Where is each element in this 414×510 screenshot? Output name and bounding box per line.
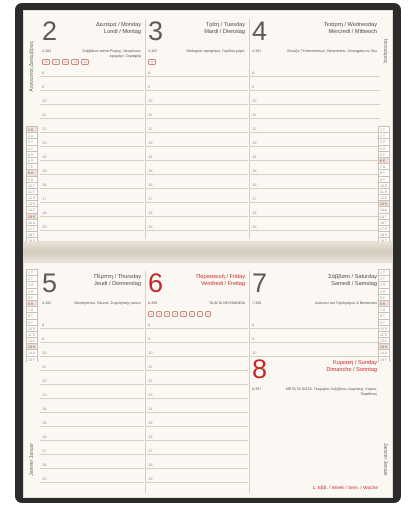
hour-slot[interactable]	[146, 203, 248, 217]
mini-calendar-day: 7 Σ	[26, 163, 38, 169]
hour-label: 15	[148, 168, 153, 173]
hour-label: 18	[42, 210, 47, 215]
hour-label: 8	[42, 70, 45, 75]
mini-calendar-day: 14 Δ	[378, 349, 390, 355]
mini-calendar-day: 9 T	[378, 319, 390, 325]
hour-slot[interactable]	[40, 175, 144, 189]
day-column[interactable]	[146, 269, 248, 483]
hour-slot[interactable]	[40, 455, 144, 469]
mini-calendar-day: 9 Δ	[26, 176, 38, 182]
hour-label: 9	[252, 336, 255, 341]
hour-label: 8	[42, 322, 45, 327]
day-of-year: 8-357	[252, 387, 262, 391]
mini-calendar-day: 12 Σ	[378, 337, 390, 343]
hour-slot[interactable]	[40, 427, 144, 441]
phase-badge: 23	[71, 59, 79, 65]
hour-slot[interactable]	[250, 161, 380, 175]
mini-calendar-day: 9 T	[378, 176, 390, 182]
mini-calendar-day: 2 T	[26, 275, 38, 281]
day-number: 6	[148, 268, 164, 298]
hour-label: 19	[148, 224, 153, 229]
mini-calendar-day: 14 Δ	[378, 206, 390, 212]
saints-text: Ιωάννου του Προδρόμου & Βαπτιστού	[314, 301, 377, 305]
day-name	[94, 274, 141, 287]
mini-calendar-day: 6 K	[378, 157, 390, 163]
day-column[interactable]	[40, 269, 144, 483]
hour-slot[interactable]	[146, 133, 248, 147]
hour-label: 10	[252, 350, 257, 355]
mini-calendar-day: 17 Π	[378, 225, 390, 231]
hour-label: 8	[252, 322, 255, 327]
mini-calendar-day: 15 T	[378, 213, 390, 219]
hour-slot[interactable]	[40, 161, 144, 175]
mini-calendar-day: 1 T	[378, 126, 390, 132]
hour-label: 15	[42, 420, 47, 425]
day-column[interactable]	[40, 17, 144, 231]
hour-label: 14	[42, 406, 47, 411]
side-tab-bottom-left[interactable]	[26, 443, 38, 487]
mini-calendar-day: 7 Δ	[378, 163, 390, 169]
saints-text: ΤΑ ΑΓΙΑ ΘΕΟΦΑΝΕΙΑ	[209, 301, 245, 305]
hour-slot[interactable]	[146, 315, 248, 329]
mini-calendar-day: 3 T	[26, 138, 38, 144]
hour-slot[interactable]	[146, 63, 248, 77]
hour-label: 18	[42, 462, 47, 467]
phase-badge: 7	[197, 311, 203, 317]
hour-label: 10	[148, 98, 153, 103]
hour-slot[interactable]	[40, 119, 144, 133]
hour-label: 18	[148, 462, 153, 467]
phase-badge: 4	[172, 311, 178, 317]
hour-label: 9	[148, 336, 151, 341]
mini-calendar-day: 13 K	[378, 200, 390, 206]
mini-calendar-day: 4 Π	[26, 288, 38, 294]
mini-calendar-day: 5 Π	[26, 151, 38, 157]
mini-calendar-top-left	[26, 126, 38, 244]
phase-badge: 5	[180, 311, 186, 317]
hour-label: 15	[148, 420, 153, 425]
hour-label: 15	[42, 168, 47, 173]
hour-label: 15	[252, 168, 257, 173]
mini-calendar-day: 2 Δ	[26, 132, 38, 138]
mini-calendar-day: 13 K	[26, 343, 38, 349]
mini-calendar-day: 6 Π	[26, 157, 38, 163]
phase-badge: 6	[189, 311, 195, 317]
hour-slot[interactable]	[40, 413, 144, 427]
day-name-primary: Τετάρτη / Wednesday	[323, 22, 377, 28]
hour-label: 18	[148, 210, 153, 215]
hour-label: 16	[42, 182, 47, 187]
mini-calendar-day: 7 Δ	[26, 306, 38, 312]
day-name-secondary: Samedi / Samstag	[331, 280, 377, 287]
phase-badge: 1	[148, 311, 154, 317]
day-of-year: 2-363	[42, 49, 52, 53]
mini-calendar-day: 12 Σ	[26, 337, 38, 343]
mini-calendar-day: 6 K	[378, 300, 390, 306]
day-name-primary: Τρίτη / Tuesday	[205, 22, 245, 28]
hour-slot[interactable]	[250, 329, 380, 343]
hour-label: 10	[148, 350, 153, 355]
side-tab-label: Αύγουστος Δεκέμβριος	[29, 41, 35, 92]
mini-calendar-day: 9 T	[26, 319, 38, 325]
mini-calendar-day: 12 Π	[26, 194, 38, 200]
day-column[interactable]	[250, 269, 380, 357]
hour-label: 9	[252, 84, 255, 89]
mini-calendar-day: 3 Π	[378, 138, 390, 144]
hour-slot[interactable]	[146, 385, 248, 399]
hour-slot[interactable]	[146, 399, 248, 413]
hour-label: 19	[42, 476, 47, 481]
day-column[interactable]	[146, 17, 248, 231]
hour-label: 17	[148, 448, 153, 453]
day-name	[204, 22, 245, 35]
mini-calendar-day: 18 T	[26, 231, 38, 237]
hour-label: 11	[42, 364, 47, 369]
hour-label: 9	[42, 336, 45, 341]
hour-label: 8	[252, 70, 255, 75]
mini-calendar-day: 10 Π	[26, 325, 38, 331]
hour-slot[interactable]	[40, 357, 144, 371]
hour-slot[interactable]	[146, 413, 248, 427]
hour-label: 18	[252, 210, 257, 215]
hour-slot[interactable]	[40, 441, 144, 455]
hour-label: 17	[148, 196, 153, 201]
hour-label: 16	[148, 182, 153, 187]
mini-calendar-day: 7 Δ	[378, 306, 390, 312]
mini-calendar-day: 1 T	[26, 269, 38, 275]
hour-label: 16	[148, 434, 153, 439]
day-name-secondary: Vendredi / Freitag	[200, 280, 245, 287]
mini-calendar-day: 1 T	[378, 269, 390, 275]
hour-label: 10	[42, 350, 47, 355]
mini-calendar-day: 10 Π	[378, 182, 390, 188]
hour-slot[interactable]	[250, 189, 380, 203]
mini-calendar-day: 16 Δ	[26, 219, 38, 225]
hour-label: 13	[42, 140, 47, 145]
hour-slot[interactable]	[146, 343, 248, 357]
day-number: 8	[252, 354, 268, 384]
hour-slot[interactable]	[146, 217, 248, 231]
hour-slot[interactable]	[146, 77, 248, 91]
day-name	[324, 22, 377, 35]
saints-text: Θεοπέμπτου, Θεωνά, Συγκλητικής οσίων	[73, 301, 141, 305]
hour-slot[interactable]	[250, 175, 380, 189]
side-tab-top-right[interactable]	[379, 39, 391, 99]
mini-calendar-day: 5 Σ	[378, 294, 390, 300]
hour-slot[interactable]	[146, 119, 248, 133]
mini-calendar-day: 11 T	[26, 188, 38, 194]
mini-calendar-day: 2 T	[378, 132, 390, 138]
mini-calendar-bottom-left	[26, 269, 38, 362]
phase-badge: 2	[156, 311, 162, 317]
hour-slot[interactable]	[40, 147, 144, 161]
mini-calendar-day: 8 K	[26, 169, 38, 175]
hour-label: 10	[42, 98, 47, 103]
day-name-secondary: Jeudi / Donnerstag	[94, 280, 141, 287]
hour-label: 9	[148, 84, 151, 89]
hour-slot[interactable]	[146, 105, 248, 119]
day-name	[326, 360, 377, 373]
hour-slot[interactable]	[40, 371, 144, 385]
hour-label: 8	[148, 70, 151, 75]
phase-badge: 20	[42, 59, 50, 65]
day-header	[40, 269, 144, 315]
day-of-year: 4-361	[252, 49, 262, 53]
mini-calendar-day: 11 Π	[378, 188, 390, 194]
mini-calendar-day: 13 K	[378, 343, 390, 349]
hour-label: 11	[148, 364, 153, 369]
mini-calendar-day: 15 T	[26, 356, 38, 362]
day-name-primary: Σάββατο / Saturday	[328, 274, 377, 280]
hour-label: 14	[42, 154, 47, 159]
day-header	[146, 269, 248, 315]
hour-slot[interactable]	[146, 371, 248, 385]
day-name-secondary: Dimanche / Sonntag	[326, 366, 377, 373]
hour-slot[interactable]	[250, 133, 380, 147]
hour-label: 17	[42, 196, 47, 201]
mini-calendar-day: 13 Π	[26, 200, 38, 206]
mini-calendar-day: 15 K	[26, 213, 38, 219]
side-tab-label: Janvier Januar	[29, 443, 35, 476]
mini-calendar-day: 11 Π	[26, 331, 38, 337]
mini-calendar-day: 4 T	[26, 145, 38, 151]
hour-slot[interactable]	[146, 189, 248, 203]
phase-badge: 22	[62, 59, 70, 65]
hour-slot[interactable]	[146, 91, 248, 105]
day-header	[250, 17, 380, 63]
day-name-primary: Πέμπτη / Thursday	[94, 274, 141, 280]
mini-calendar-day: 1 K	[26, 126, 38, 132]
mini-calendar-day: 15 T	[378, 356, 390, 362]
hour-slot[interactable]	[40, 399, 144, 413]
hour-label: 17	[252, 196, 257, 201]
day-name-secondary: Mardi / Dienstag	[204, 28, 245, 35]
mini-calendar-day: 17 T	[26, 225, 38, 231]
hour-slot[interactable]	[250, 217, 380, 231]
hour-label: 12	[148, 126, 153, 131]
hour-label: 13	[148, 392, 153, 397]
hour-label: 13	[42, 392, 47, 397]
day-name-primary: Δευτέρα / Monday	[96, 22, 141, 28]
bottom-page	[23, 262, 393, 498]
hour-label: 14	[148, 406, 153, 411]
hour-slot[interactable]	[40, 469, 144, 483]
hour-slot[interactable]	[250, 91, 380, 105]
top-page	[23, 10, 393, 242]
hour-label: 14	[148, 154, 153, 159]
hour-slot[interactable]	[40, 315, 144, 329]
side-tab-label: Ιανουάριος	[382, 39, 388, 64]
day-number: 7	[252, 268, 268, 298]
day-name-secondary: Lundi / Montag	[103, 28, 141, 35]
day-header	[146, 17, 248, 63]
mini-calendar-day: 12 Σ	[378, 194, 390, 200]
day-number: 3	[148, 16, 164, 46]
mini-calendar-day: 5 Σ	[26, 294, 38, 300]
day-number: 4	[252, 16, 268, 46]
day-number: 5	[42, 268, 58, 298]
day-column[interactable]	[250, 17, 380, 231]
hour-label: 8	[148, 322, 151, 327]
week-footer: 1. Εβδ. / Week / Sem. / Woche	[312, 486, 378, 491]
saints-text: Μαλαχίου προφήτου, Γορδίου μάρτ.	[186, 49, 245, 53]
hour-slot[interactable]	[146, 147, 248, 161]
hour-slot[interactable]	[250, 63, 380, 77]
saints-text: ΜΕΤΑ ΤΑ ΦΩΤΑ. Γεωργίου Χοζεβίτου, Δομνίκης, Κύρου, Παρθένας	[285, 387, 377, 396]
day-name	[96, 22, 141, 35]
hour-lines	[250, 63, 380, 231]
sunday-block[interactable]	[250, 355, 380, 401]
hour-label: 13	[148, 140, 153, 145]
mini-calendar-day: 8 T	[26, 312, 38, 318]
day-header	[40, 17, 144, 63]
mini-calendar-day: 6 K	[26, 300, 38, 306]
mini-calendar-day: 2 T	[378, 275, 390, 281]
hour-label: 14	[252, 154, 257, 159]
side-tab-label: Janvier Januar	[382, 443, 388, 476]
phase-badge: 24	[81, 59, 89, 65]
day-name	[328, 274, 377, 287]
page-fold	[23, 242, 393, 262]
hour-slot[interactable]	[40, 91, 144, 105]
hour-slot[interactable]	[250, 77, 380, 91]
hour-slot[interactable]	[40, 329, 144, 343]
hour-slot[interactable]	[40, 217, 144, 231]
hour-slot[interactable]	[146, 175, 248, 189]
hour-slot[interactable]	[146, 441, 248, 455]
mini-calendar-day: 18 Π	[378, 231, 390, 237]
hour-lines	[250, 315, 380, 357]
mini-calendar-day: 4 Π	[378, 288, 390, 294]
mini-calendar-day: 11 Π	[378, 331, 390, 337]
day-name	[196, 274, 245, 287]
phase-badge: 12	[148, 59, 156, 65]
saints-text: Σαββάτου πάπα Ρώμης, Θεογένους ιερομάρτ. Σεραφείμ	[82, 49, 141, 58]
side-tab-bottom-right[interactable]	[379, 443, 391, 487]
hour-lines	[146, 63, 248, 231]
hour-slot[interactable]	[40, 385, 144, 399]
hour-lines	[40, 63, 144, 231]
hour-slot[interactable]	[250, 105, 380, 119]
hour-label: 16	[42, 434, 47, 439]
hour-slot[interactable]	[146, 455, 248, 469]
hour-slot[interactable]	[146, 427, 248, 441]
mini-calendar-day: 8 T	[378, 312, 390, 318]
mini-calendar-day: 8 T	[378, 169, 390, 175]
hour-label: 12	[42, 126, 47, 131]
hour-slot[interactable]	[40, 189, 144, 203]
hour-slot[interactable]	[146, 357, 248, 371]
hour-label: 19	[148, 476, 153, 481]
phase-badge: 3	[164, 311, 170, 317]
day-of-year: 5-360	[42, 301, 52, 305]
phase-badge: 21	[52, 59, 60, 65]
mini-calendar-day: 16 T	[378, 219, 390, 225]
mini-calendar-day: 10 T	[26, 182, 38, 188]
hour-label: 12	[148, 378, 153, 383]
side-tab-top-left[interactable]	[26, 41, 38, 101]
hour-slot[interactable]	[40, 203, 144, 217]
saints-text: Σύναξις 70 Αποστόλων, Θεοκτίστου, Ονουφρίου εν Ιδω	[287, 49, 377, 53]
day-header	[250, 355, 380, 401]
day-of-year: 7-358	[252, 301, 262, 305]
hour-label: 12	[42, 378, 47, 383]
hour-slot[interactable]	[146, 469, 248, 483]
hour-label: 11	[148, 112, 153, 117]
hour-slot[interactable]	[146, 161, 248, 175]
phase-badge: 8	[205, 311, 211, 317]
day-number: 2	[42, 16, 58, 46]
hour-slot[interactable]	[40, 133, 144, 147]
day-name-primary: Κυριακή / Sunday	[333, 360, 377, 366]
mini-calendar-day: 5 Σ	[378, 151, 390, 157]
hour-slot[interactable]	[40, 343, 144, 357]
hour-label: 10	[252, 98, 257, 103]
hour-slot[interactable]	[250, 147, 380, 161]
mini-calendar-day: 4 Π	[378, 145, 390, 151]
day-of-year: 6-359	[148, 301, 158, 305]
mini-calendar-day: 10 Π	[378, 325, 390, 331]
mini-calendar-day: 14 Δ	[26, 349, 38, 355]
hour-slot[interactable]	[40, 63, 144, 77]
hour-label: 12	[252, 126, 257, 131]
hour-label: 19	[42, 224, 47, 229]
mini-calendar-day: 14 Σ	[26, 206, 38, 212]
hour-slot[interactable]	[250, 315, 380, 329]
day-of-year: 3-362	[148, 49, 158, 53]
hour-label: 11	[42, 112, 47, 117]
hour-label: 19	[252, 224, 257, 229]
hour-slot[interactable]	[250, 119, 380, 133]
hour-slot[interactable]	[146, 329, 248, 343]
hour-slot[interactable]	[40, 105, 144, 119]
day-name-secondary: Mercredi / Mittwoch	[328, 28, 377, 35]
mini-calendar-day: 3 Π	[26, 281, 38, 287]
hour-slot[interactable]	[250, 203, 380, 217]
hour-label: 16	[252, 182, 257, 187]
hour-label: 17	[42, 448, 47, 453]
hour-label: 9	[42, 84, 45, 89]
hour-lines	[146, 315, 248, 483]
hour-lines	[40, 315, 144, 483]
day-header	[250, 269, 380, 315]
day-name-primary: Παρασκευή / Friday	[196, 274, 245, 280]
hour-label: 13	[252, 140, 257, 145]
hour-label: 11	[252, 112, 257, 117]
mini-calendar-day: 3 Π	[378, 281, 390, 287]
hour-slot[interactable]	[40, 77, 144, 91]
